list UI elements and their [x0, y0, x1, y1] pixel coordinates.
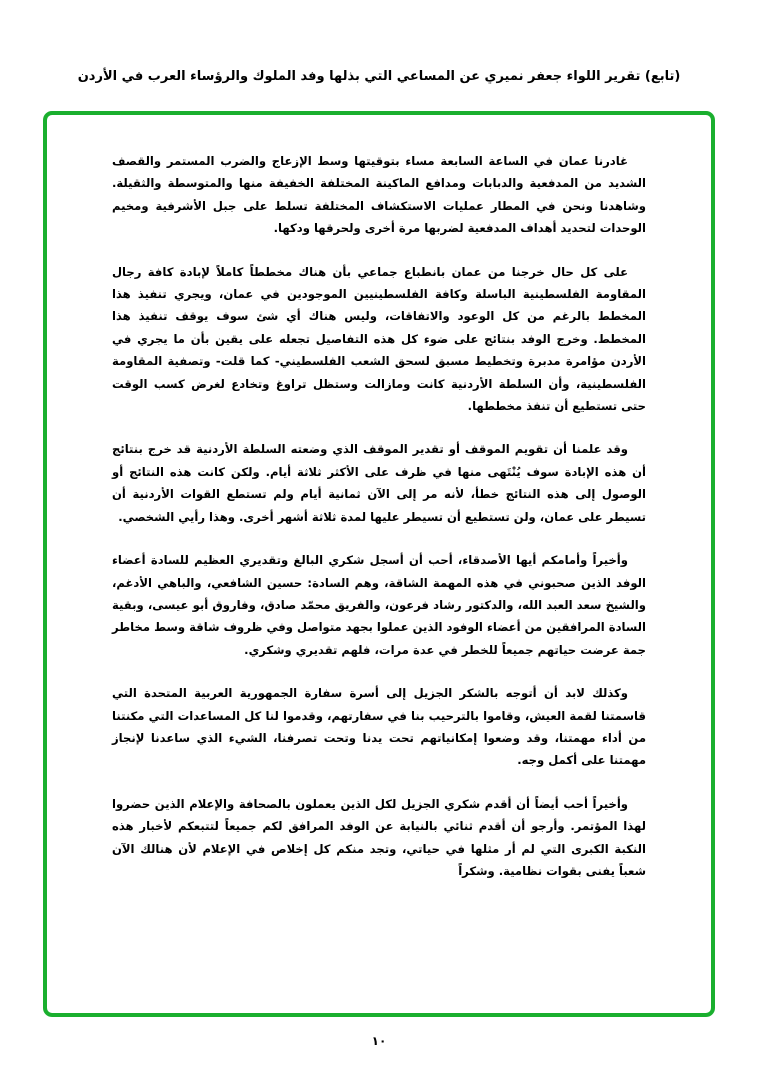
page-number: ١٠	[371, 1034, 387, 1048]
paragraph-thanks-embassy: وكذلك لابد أن أتوجه بالشكر الجزيل إلى أسرة سفارة الجمهورية العربية المتحدة التي قاسمتنا لقمة العيش، وقاموا بالترحيب بنا في سفارتهم، وقدموا لنا كل المساعدات التي مكنتنا من أداء مهمتنا، وقد وضعوا إمكانياتهم تحت يدنا وتحت تصرفنا، الشيء الذي ساعدنا لإنجاز مهمتنا على أكمل وجه.	[112, 686, 646, 768]
paragraph-thanks-delegation: وأخيراً وأمامكم أيها الأصدقاء، أحب أن أسجل شكري البالغ وتقديري العظيم للسادة أعضاء الوفد الذين صحبوني في هذه المهمة الشاقة، وهم السادة: حسين الشافعي، والباهي الأدغم، والشيخ سعد العبد الله، والدكتور رشاد فرعون، والفريق محمّد صادق، وفاروق أبو عيسى، وبقية السادة المرافقين من أعضاء الوفود الذين عملوا بجهد متواصل وفي ظروف شاقة وسط مخاطر جمة عرضت حياتهم جميعاً للخطر في عدة مرات، فلهم تقديري وشكري.	[112, 553, 646, 657]
paragraph-thanks-press: وأخيراً أحب أيضاً أن أقدم شكري الجزيل لكل الذين يعملون بالصحافة والإعلام الذين حضروا لهذا المؤتمر. وأرجو أن أقدم ثنائي بالنيابة عن الوفد المرافق لكم جميعاً لتتبعكم لأخبار هذه النكبة الكبرى التي لم أر مثلها في حياتي، وتجد منكم كل إخلاص في الإعلام لأن هنالك الآن شعباً يفنى بقوات نظامية. وشكراً	[112, 796, 646, 878]
paragraph-departure-from-amman: غادرنا عمان في الساعة السابعة مساء بتوقيتها وسط الإزعاج والضرب المستمر والقصف الشديد من المدفعية والدبابات ومدافع الماكينة المختلفة الخفيفة منها والمتوسطة والثقيلة. وشاهدنا ونحن في المطار عمليات الاستكشاف المختلفة تسلط على جبل الأشرفية ومخيم الوحدات لتحديد أهداف المدفعية لضربها مرة أخرى ولحرقها ودكها.	[112, 154, 646, 236]
document-body	[112, 150, 646, 903]
paragraph-extermination-plan: على كل حال خرجنا من عمان بانطباع جماعي بأن هناك مخططاً كاملاً لإبادة كافة رجال المقاومة الفلسطينية الباسلة وكافة الفلسطينيين الموجودين في عمان، ويجري تنفيذ هذا المخطط بالرغم من كل الوعود والاتفاقات، وليس هناك أي شئ سوف يوقف تنفيذ هذا المخطط. وخرج الوفد بنتائج على ضوء كل هذه التفاصيل تجعله على يقين بأن ما يجري في الأردن مؤامرة مدبرة وتخطيط مسبق لسحق الشعب الفلسطيني- كما قلت- وتصفية المقاومة الفلسطينية، وأن السلطة الأردنية كانت ومازالت وستظل تراوغ وتخادع لغرض كسب الوقت حتى تستطيع أن تنفذ مخططها.	[112, 264, 646, 414]
page-header-title: (تابع) تقرير اللواء جعفر نميري عن المساعي التي بذلها وفد الملوك والرؤساء العرب في الأردن	[77, 69, 681, 84]
paragraph-situation-assessment: وقد علمنا أن تقويم الموقف أو تقدير الموقف الذي وضعته السلطة الأردنية قد خرج بنتائج أن هذه الإبادة سوف يُنْتَهى منها في ظرف على الأكثر ثلاثة أيام. ولكن كانت هذه النتائج أو الوصول إلى هذه النتائج خطأ، لأنه مر إلى الآن ثمانية أيام ولم تستطع القوات الأردنية أن تسيطر على عمان، ولن تستطيع أن تسيطر عليها لمدة ثلاثة أشهر أخرى. وهذا رأيي الشخصي.	[112, 442, 646, 524]
